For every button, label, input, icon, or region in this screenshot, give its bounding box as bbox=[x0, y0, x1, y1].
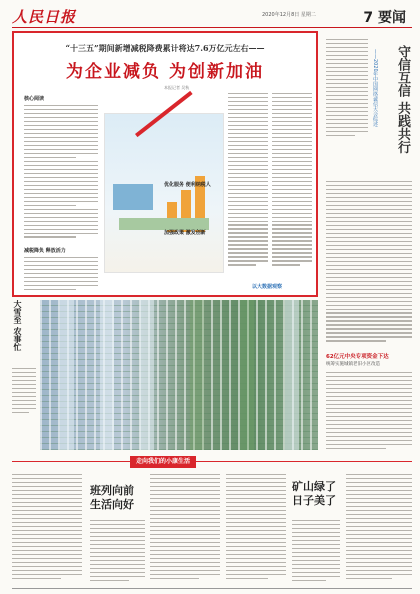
bottom-text-1 bbox=[12, 474, 82, 582]
illus-building bbox=[113, 184, 153, 210]
footer-rule bbox=[12, 588, 412, 589]
page-number: 7 要闻 bbox=[363, 10, 406, 26]
side-story-title[interactable]: 62亿元中央专项资金下达 bbox=[326, 354, 389, 360]
section-label: 走向我们的小康生活 bbox=[130, 456, 196, 468]
bottom-text-4 bbox=[226, 474, 286, 582]
right-story-title: 守信互信 共践共行 bbox=[395, 45, 410, 154]
bottom-story-right-title[interactable]: 矿山绿了 日子美了 bbox=[292, 480, 336, 507]
text-column-1 bbox=[24, 105, 98, 240]
photo-detail bbox=[285, 300, 299, 450]
masthead bbox=[12, 6, 412, 28]
section-rule bbox=[12, 461, 412, 462]
right-text-b bbox=[326, 181, 412, 344]
dateline: 2020年12月8日 星期二 bbox=[262, 12, 316, 18]
main-story[interactable] bbox=[12, 31, 318, 297]
subhead-relief: 减税降负 释放活力 bbox=[24, 248, 66, 254]
data-tag: 以大数据观察 bbox=[252, 284, 283, 290]
subhead-core: 核心阅读 bbox=[24, 96, 45, 102]
subhead-service: 优化服务 便利纳税人 bbox=[164, 182, 211, 188]
text-column-3 bbox=[272, 93, 312, 268]
text-column-1b bbox=[24, 257, 98, 293]
photo-detail bbox=[140, 300, 154, 450]
right-story-subtitle: ——2020年中国网络诚信大会综述 bbox=[372, 49, 378, 127]
photo-caption bbox=[12, 300, 38, 360]
rising-arrow-icon bbox=[135, 91, 233, 189]
photo-detail bbox=[240, 300, 254, 450]
photo-detail bbox=[100, 300, 114, 450]
right-text-a bbox=[326, 39, 368, 139]
photo-detail bbox=[190, 300, 204, 450]
subhead-innovation: 加强政策 激发创新 bbox=[164, 230, 206, 236]
side-story-text bbox=[326, 372, 412, 452]
photo-caption-title: 大雪至 农事忙 bbox=[13, 300, 22, 351]
photo-detail bbox=[60, 300, 74, 450]
photo-caption-text bbox=[12, 368, 36, 416]
bottom-text-2 bbox=[90, 520, 145, 584]
right-column-story[interactable] bbox=[326, 31, 412, 351]
story-headline: 为企业减负 为创新加油 bbox=[66, 62, 264, 82]
greenhouse-photo[interactable] bbox=[40, 300, 318, 450]
story-kicker: “十三五”期间新增减税降费累计将达7.6万亿元左右—— bbox=[65, 43, 265, 53]
bottom-text-3 bbox=[150, 474, 220, 582]
newspaper-logo: 人民日报 bbox=[12, 8, 77, 26]
bottom-text-6 bbox=[346, 474, 412, 582]
text-column-2 bbox=[228, 93, 268, 268]
bottom-text-5 bbox=[292, 520, 340, 584]
side-story-subtitle: 统筹实施城镇老旧小区改造 bbox=[326, 362, 380, 367]
story-byline: 本报记者 吴秋 bbox=[164, 85, 190, 90]
bottom-story-left-title[interactable]: 班列向前 生活向好 bbox=[90, 484, 134, 511]
masthead-rule bbox=[12, 27, 412, 28]
illustration bbox=[104, 113, 224, 273]
